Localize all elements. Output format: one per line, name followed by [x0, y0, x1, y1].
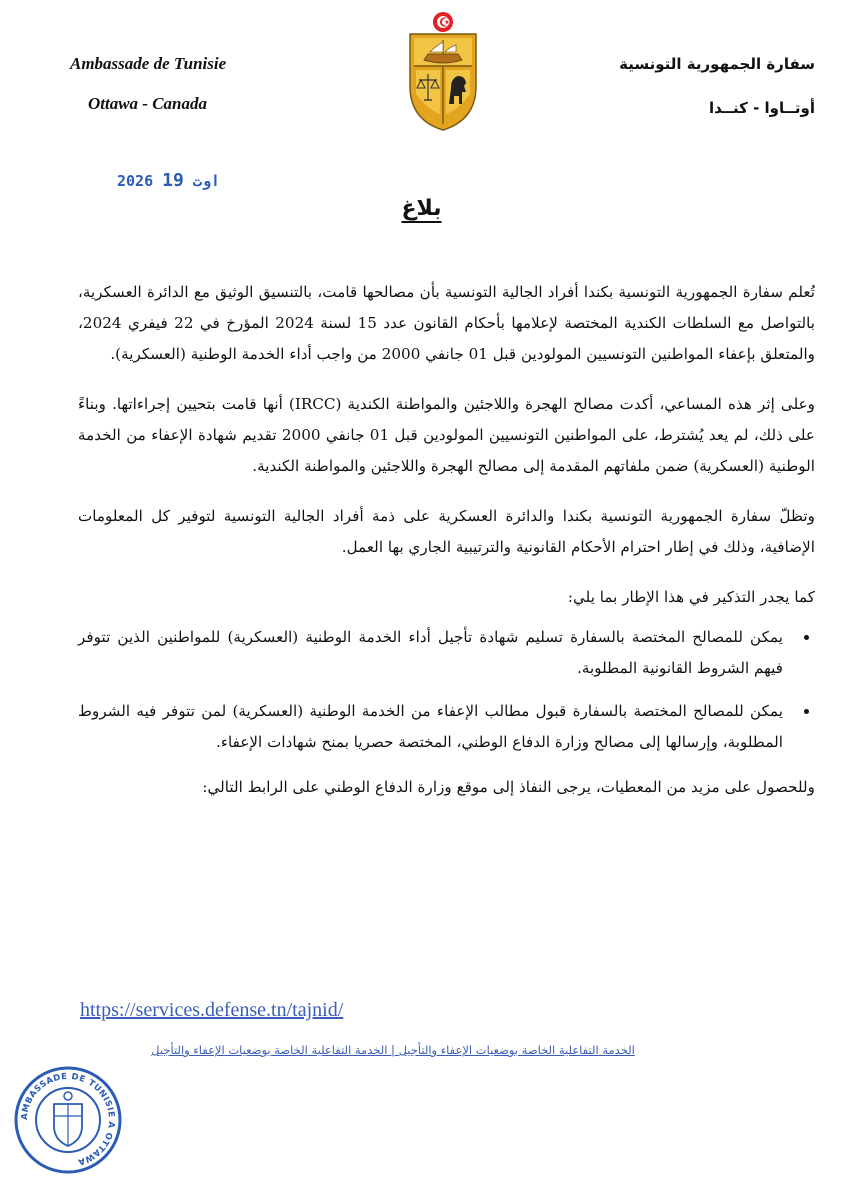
header-french [70, 44, 270, 124]
stamp-text: AMBASSADE DE TUNISIE A OTTAWA [19, 1071, 117, 1167]
embassy-name-fr: Ambassade de Tunisie [70, 54, 227, 73]
closing-paragraph: وللحصول على مزيد من المعطيات، يرجى النفاذ إلى موقع وزارة الدفاع الوطني على الرابط التالي: [202, 778, 815, 796]
embassy-location-fr: Ottawa - Canada [88, 94, 208, 113]
paragraph-4: كما يجدر التذكير في هذا الإطار بما يلي: [567, 588, 815, 606]
page-title: بلاغ [401, 196, 442, 221]
interactive-service-link[interactable]: الخدمة التفاعلية الخاصة بوضعيات الإعفاء والتأجيل | الخدمة التفاعلية الخاصة بوضعيات الإعفاء والتأجيل [151, 1043, 635, 1057]
tunisian-coat-of-arms-icon [404, 8, 482, 132]
reminder-list [78, 622, 815, 758]
defense-services-link[interactable]: https://services.defense.tn/tajnid/ [80, 999, 344, 1021]
embassy-name-ar: سفارة الجمهورية التونسية [619, 55, 815, 73]
date-year: 2026 [117, 172, 154, 190]
paragraph-2: وعلى إثر هذه المساعي، أكدت مصالح الهجرة واللاجئين والمواطنة الكندية (IRCC) أنها قامت بتحيين إجراءاتها. وبناءً على ذلك، لم يعد يُشترط، على المواطنين التونسيين المولودين قبل 01 جانفي 2000 تقديم شهادة الإعفاء من الخدمة الوطنية (العسكرية) ضمن ملفاتهم المقدمة إلى مصالح الهجرة واللاجئين والمواطنة الكندية. [78, 395, 815, 475]
embassy-stamp-icon [12, 1064, 124, 1176]
embassy-location-ar: أوتــاوا - كنــدا [708, 99, 815, 117]
date-month: اوت [192, 172, 220, 190]
communique-body [78, 277, 815, 822]
header-arabic [595, 42, 815, 130]
document-date [117, 170, 220, 191]
paragraph-3: وتظلّ سفارة الجمهورية التونسية بكندا والدائرة العسكرية على ذمة أفراد الجالية التونسية لتوفير كل المعلومات الإضافية، وذلك في إطار احترام الأحكام القانونية والترتيبية الجاري بها العمل. [78, 507, 815, 556]
date-day: 19 [162, 170, 184, 191]
list-item: • يمكن للمصالح المختصة بالسفارة قبول مطالب الإعفاء من الخدمة الوطنية (العسكرية) لمن تتوفر فيه الشروط المطلوبة، وإرسالها إلى مصالح وزارة الدفاع الوطني، المختصة حصريا بمنح شهادات الإعفاء. [78, 696, 793, 758]
list-item: • يمكن للمصالح المختصة بالسفارة تسليم شهادة تأجيل أداء الخدمة الوطنية (العسكرية) للمواطنين الذين تتوفر فيهم الشروط القانونية المطلوبة. [78, 622, 793, 684]
paragraph-1: تُعلم سفارة الجمهورية التونسية بكندا أفراد الجالية التونسية بأن مصالحها قامت، بالتنسيق الوثيق مع الدائرة العسكرية، بالتواصل مع السلطات الكندية المختصة لإعلامها بأحكام القانون عدد 15 لسنة 2024 المؤرخ في 22 فيفري 2024، والمتعلق بإعفاء المواطنين التونسيين المولودين قبل 01 جانفي 2000 من واجب أداء الخدمة الوطنية (العسكرية). [78, 283, 816, 363]
